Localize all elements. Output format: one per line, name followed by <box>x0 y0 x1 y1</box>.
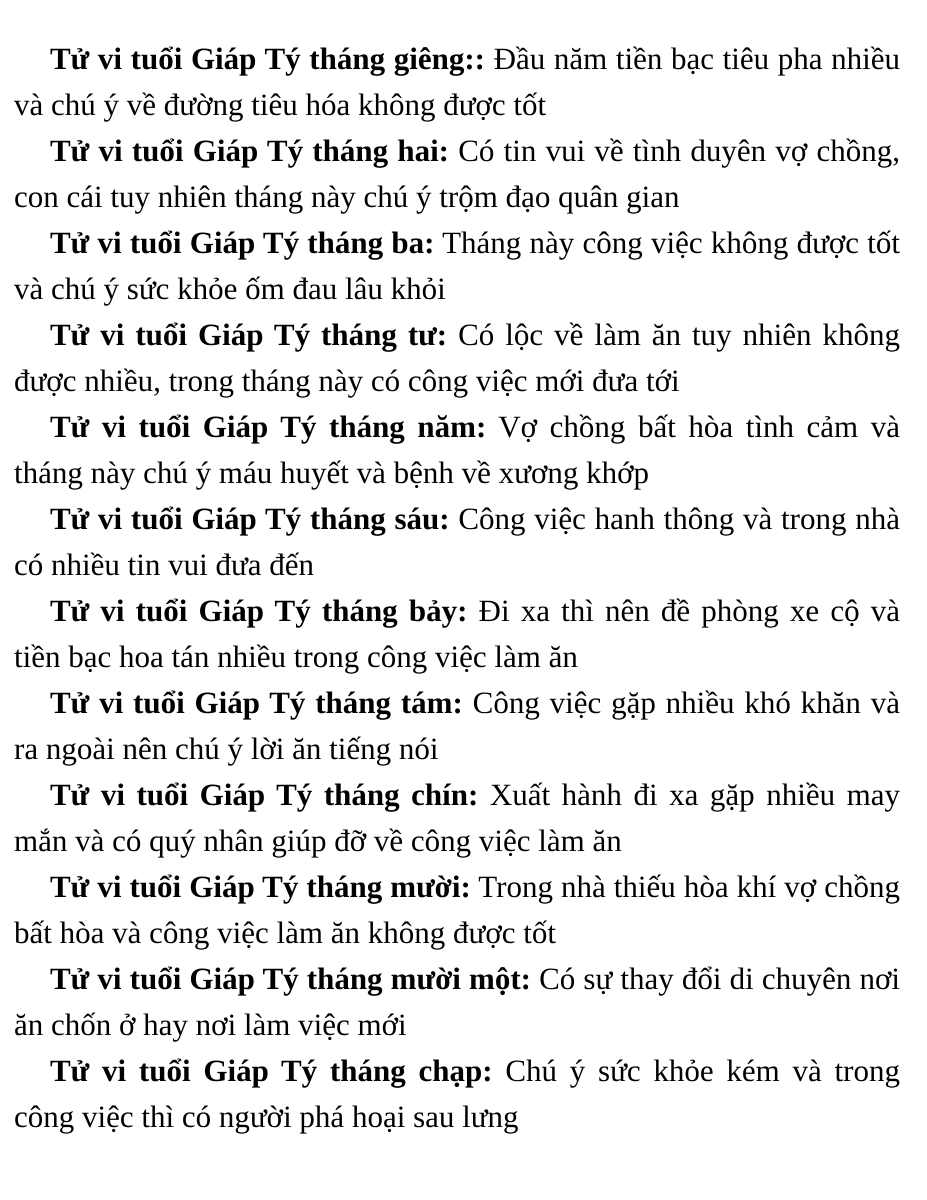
month-entry-12 <box>14 1048 900 1140</box>
entry-text: Đi xa thì nên đề phòng xe cộ và tiền bạc hoa tán nhiều trong công việc làm ăn <box>14 593 901 674</box>
month-entry-2 <box>14 128 900 220</box>
entry-heading: Tử vi tuổi Giáp Tý tháng chạp: <box>50 1053 493 1088</box>
entry-text: Đầu năm tiền bạc tiêu pha nhiều và chú ý về đường tiêu hóa không được tốt <box>14 41 901 122</box>
document-body <box>14 36 900 1140</box>
month-entry-6 <box>14 496 900 588</box>
entry-heading: Tử vi tuổi Giáp Tý tháng giêng:: <box>50 41 485 76</box>
entry-text: Công việc hanh thông và trong nhà có nhiều tin vui đưa đến <box>14 501 900 582</box>
month-entry-5 <box>14 404 900 496</box>
entry-text: Chú ý sức khỏe kém và trong công việc thì có người phá hoại sau lưng <box>14 1053 900 1134</box>
month-entry-7 <box>14 588 900 680</box>
month-entry-4 <box>14 312 900 404</box>
entry-heading: Tử vi tuổi Giáp Tý tháng năm: <box>50 409 487 444</box>
entry-heading: Tử vi tuổi Giáp Tý tháng mười: <box>50 869 471 904</box>
month-entry-9 <box>14 772 900 864</box>
entry-text: Trong nhà thiếu hòa khí vợ chồng bất hòa và công việc làm ăn không được tốt <box>14 869 900 950</box>
month-entry-3 <box>14 220 900 312</box>
entry-text: Có sự thay đổi di chuyên nơi ăn chốn ở hay nơi làm việc mới <box>14 961 900 1042</box>
entry-heading: Tử vi tuổi Giáp Tý tháng bảy: <box>50 593 468 628</box>
entry-heading: Tử vi tuổi Giáp Tý tháng tư: <box>50 317 448 352</box>
entry-heading: Tử vi tuổi Giáp Tý tháng mười một: <box>50 961 531 996</box>
entry-text: Công việc gặp nhiều khó khăn và ra ngoài nên chú ý lời ăn tiếng nói <box>14 685 900 766</box>
entry-text: Có tin vui về tình duyên vợ chồng, con cái tuy nhiên tháng này chú ý trộm đạo quân gian <box>14 133 900 214</box>
month-entry-10 <box>14 864 900 956</box>
entry-heading: Tử vi tuổi Giáp Tý tháng sáu: <box>50 501 450 536</box>
entry-text: Tháng này công việc không được tốt và chú ý sức khỏe ốm đau lâu khỏi <box>14 225 900 306</box>
entry-heading: Tử vi tuổi Giáp Tý tháng tám: <box>50 685 463 720</box>
entry-text: Vợ chồng bất hòa tình cảm và tháng này chú ý máu huyết và bệnh về xương khớp <box>14 409 900 490</box>
month-entry-11 <box>14 956 900 1048</box>
month-entry-1 <box>14 36 900 128</box>
entry-heading: Tử vi tuổi Giáp Tý tháng ba: <box>50 225 435 260</box>
entry-text: Có lộc về làm ăn tuy nhiên không được nhiều, trong tháng này có công việc mới đưa tới <box>14 317 900 398</box>
month-entry-8 <box>14 680 900 772</box>
entry-heading: Tử vi tuổi Giáp Tý tháng chín: <box>50 777 479 812</box>
entry-heading: Tử vi tuổi Giáp Tý tháng hai: <box>50 133 449 168</box>
entry-text: Xuất hành đi xa gặp nhiều may mắn và có quý nhân giúp đỡ về công việc làm ăn <box>14 777 900 858</box>
